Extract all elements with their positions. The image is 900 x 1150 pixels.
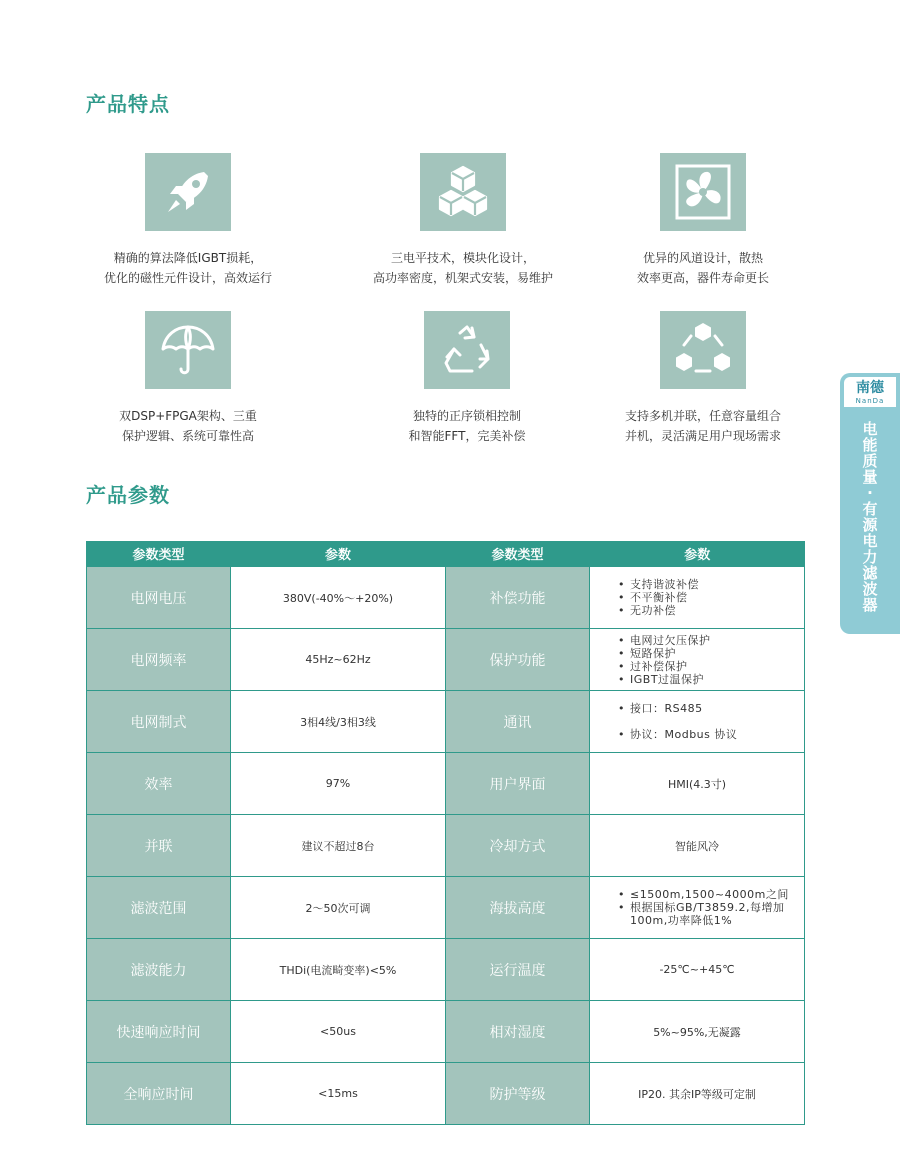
param-value-cell: <50us bbox=[231, 1001, 446, 1063]
feature-text: 高功率密度，机架式安装，易维护 bbox=[372, 271, 553, 285]
column-header: 参数 bbox=[231, 541, 446, 567]
param-value-cell: IP20. 其余IP等级可定制 bbox=[590, 1063, 805, 1125]
list-item: • 接口：RS485 bbox=[618, 702, 804, 715]
list-item: • 过补偿保护 bbox=[618, 660, 804, 673]
fan-icon bbox=[660, 153, 746, 231]
feature-text: 支持多机并联，任意容量组合 bbox=[624, 409, 781, 423]
param-value-cell: 智能风冷 bbox=[590, 815, 805, 877]
feature-text: 优化的磁性元件设计，高效运行 bbox=[103, 271, 272, 285]
list-item: • 短路保护 bbox=[618, 647, 804, 660]
param-value-cell bbox=[590, 691, 805, 753]
param-type-cell: 快速响应时间 bbox=[87, 1001, 231, 1063]
feature-item bbox=[573, 153, 833, 288]
param-type-cell: 相对湿度 bbox=[446, 1001, 590, 1063]
rocket-icon bbox=[145, 153, 231, 231]
column-header: 参数类型 bbox=[87, 541, 231, 567]
param-value-cell: 5%~95%,无凝露 bbox=[590, 1001, 805, 1063]
table-row bbox=[87, 1063, 805, 1125]
feature-text: 三电平技术，模块化设计， bbox=[390, 251, 535, 265]
side-tab-title: 电能质量·有源电力滤波器 bbox=[862, 420, 878, 614]
list-item: • 协议：Modbus 协议 bbox=[618, 728, 804, 741]
table-row bbox=[87, 629, 805, 691]
param-type-cell: 效率 bbox=[87, 753, 231, 815]
feature-item bbox=[58, 311, 318, 446]
feature-text: 并机，灵活满足用户现场需求 bbox=[624, 429, 781, 443]
brand-name-en: NanDa bbox=[855, 397, 885, 405]
param-value-cell: HMI(4.3寸) bbox=[590, 753, 805, 815]
params-section-title: 产品参数 bbox=[86, 483, 170, 507]
param-value-cell: 建议不超过8台 bbox=[231, 815, 446, 877]
list-item: • 不平衡补偿 bbox=[618, 591, 804, 604]
list-item: • 支持谐波补偿 bbox=[618, 578, 804, 591]
param-type-cell: 电网制式 bbox=[87, 691, 231, 753]
table-row bbox=[87, 691, 805, 753]
param-value-cell: <15ms bbox=[231, 1063, 446, 1125]
feature-item bbox=[573, 311, 833, 446]
feature-text: 优异的风道设计，散热 bbox=[642, 251, 763, 265]
param-type-cell: 用户界面 bbox=[446, 753, 590, 815]
param-type-cell: 电网电压 bbox=[87, 567, 231, 629]
param-type-cell: 全响应时间 bbox=[87, 1063, 231, 1125]
recycle-icon bbox=[424, 311, 510, 389]
feature-text: 精确的算法降低IGBT损耗， bbox=[113, 251, 263, 265]
feature-item bbox=[58, 153, 318, 288]
brand-name-cn: 南德 bbox=[856, 380, 884, 396]
hexagon-network-icon bbox=[660, 311, 746, 389]
param-value-cell: 97% bbox=[231, 753, 446, 815]
param-type-cell: 通讯 bbox=[446, 691, 590, 753]
column-header: 参数类型 bbox=[446, 541, 590, 567]
umbrella-icon bbox=[145, 311, 231, 389]
feature-text: 独特的正序锁相控制 bbox=[412, 409, 521, 423]
table-row bbox=[87, 939, 805, 1001]
param-type-cell: 海拔高度 bbox=[446, 877, 590, 939]
param-type-cell: 滤波范围 bbox=[87, 877, 231, 939]
param-type-cell: 补偿功能 bbox=[446, 567, 590, 629]
param-type-cell: 电网频率 bbox=[87, 629, 231, 691]
table-row bbox=[87, 1001, 805, 1063]
list-item: • 无功补偿 bbox=[618, 604, 804, 617]
list-item: • 根据国标GB/T3859.2,每增加100m,功率降低1% bbox=[618, 901, 804, 927]
table-row bbox=[87, 815, 805, 877]
param-type-cell: 保护功能 bbox=[446, 629, 590, 691]
column-header: 参数 bbox=[590, 541, 805, 567]
table-row bbox=[87, 567, 805, 629]
feature-text: 双DSP+FPGA架构、三重 bbox=[119, 409, 257, 423]
param-type-cell: 并联 bbox=[87, 815, 231, 877]
param-value-cell bbox=[590, 629, 805, 691]
param-type-cell: 冷却方式 bbox=[446, 815, 590, 877]
table-row bbox=[87, 877, 805, 939]
feature-item bbox=[333, 153, 593, 288]
param-value-cell: 380V(-40%～+20%) bbox=[231, 567, 446, 629]
feature-text: 保护逻辑、系统可靠性高 bbox=[121, 429, 254, 443]
params-table bbox=[86, 541, 805, 1125]
table-row bbox=[87, 753, 805, 815]
table-header-row bbox=[87, 541, 805, 567]
param-value-cell: THDi(电流畸变率)<5% bbox=[231, 939, 446, 1001]
param-type-cell: 滤波能力 bbox=[87, 939, 231, 1001]
param-value-cell: 45Hz~62Hz bbox=[231, 629, 446, 691]
param-value-cell: 3相4线/3相3线 bbox=[231, 691, 446, 753]
param-type-cell: 防护等级 bbox=[446, 1063, 590, 1125]
param-type-cell: 运行温度 bbox=[446, 939, 590, 1001]
param-value-cell bbox=[590, 877, 805, 939]
param-value-cell bbox=[590, 567, 805, 629]
param-value-cell: 2～50次可调 bbox=[231, 877, 446, 939]
list-item: • ≤1500m,1500~4000m之间 bbox=[618, 888, 804, 901]
cubes-icon bbox=[420, 153, 506, 231]
features-section-title: 产品特点 bbox=[86, 92, 170, 116]
param-value-cell: -25℃~+45℃ bbox=[590, 939, 805, 1001]
list-item: • IGBT过温保护 bbox=[618, 673, 804, 686]
feature-text: 和智能FFT，完美补偿 bbox=[408, 429, 526, 443]
list-item: • 电网过欠压保护 bbox=[618, 634, 804, 647]
feature-item bbox=[337, 311, 597, 446]
feature-text: 效率更高，器件寿命更长 bbox=[636, 271, 769, 285]
brand-logo bbox=[844, 377, 896, 407]
side-tab bbox=[840, 373, 900, 634]
